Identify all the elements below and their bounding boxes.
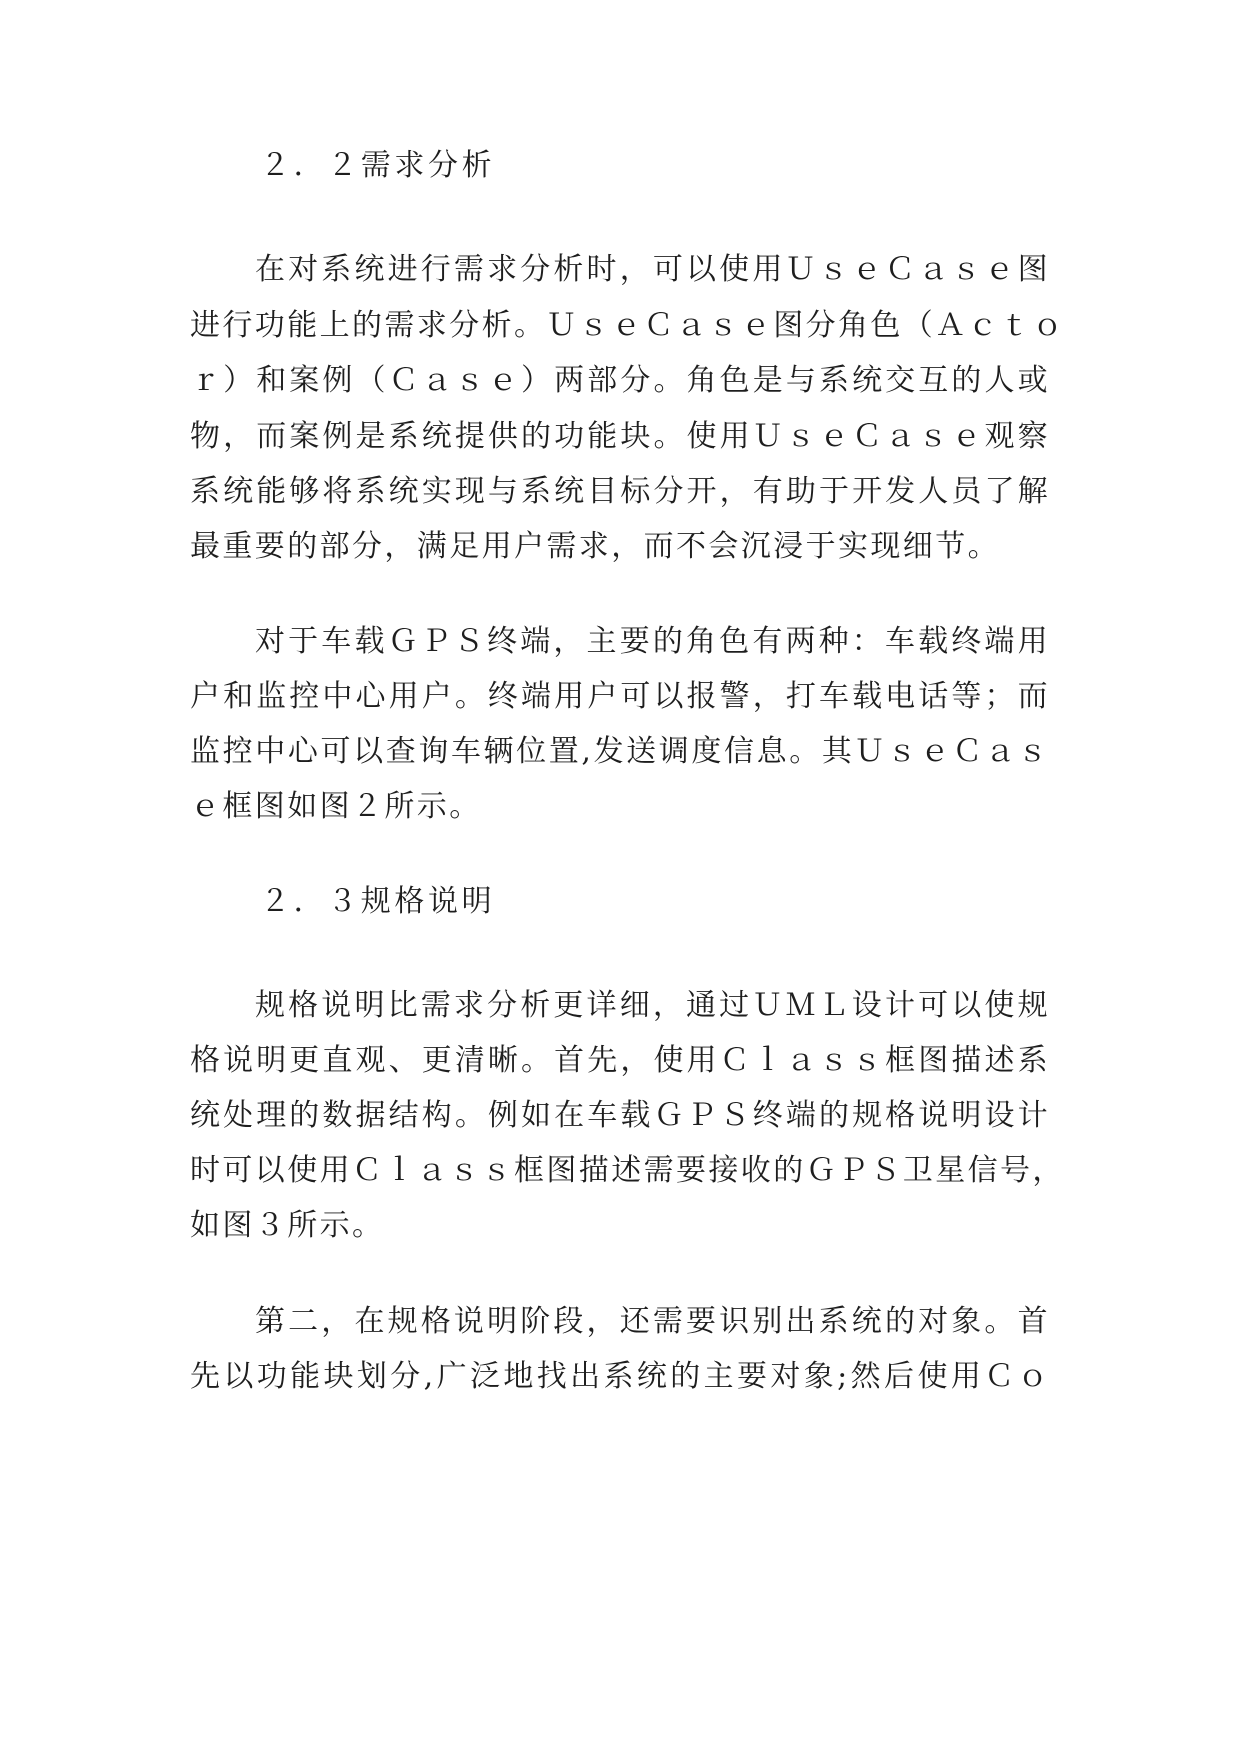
paragraph-line: 最重要的部分，满足用户需求，而不会沉浸于实现细节。 [190, 529, 1000, 564]
paragraph-line: 如图３所示。 [190, 1208, 385, 1243]
paragraph-line: 格说明更直观、更清晰。首先，使用Ｃｌａｓｓ框图描述系 [190, 1043, 1050, 1078]
paragraph-line: 对于车载ＧＰＳ终端，主要的角色有两种：车载终端用 [255, 624, 1050, 659]
paragraph-line: ｅ框图如图２所示。 [190, 789, 482, 824]
paragraph-line: 监控中心可以查询车辆位置,发送调度信息。其ＵｓｅＣａｓ [190, 734, 1050, 769]
paragraph-line: 户和监控中心用户。终端用户可以报警，打车载电话等；而 [190, 679, 1050, 714]
paragraph-line: 规格说明比需求分析更详细，通过ＵＭＬ设计可以使规 [255, 988, 1050, 1023]
paragraph-line: 第二，在规格说明阶段，还需要识别出系统的对象。首 [255, 1304, 1050, 1339]
paragraph-line: 时可以使用Ｃｌａｓｓ框图描述需要接收的ＧＰＳ卫星信号， [190, 1153, 1065, 1188]
paragraph-line: 先以功能块划分,广泛地找出系统的主要对象;然后使用Ｃｏ [190, 1359, 1050, 1394]
paragraph-line: 进行功能上的需求分析。ＵｓｅＣａｓｅ图分角色（Ａｃｔｏ [190, 308, 1065, 343]
paragraph-line: 系统能够将系统实现与系统目标分开，有助于开发人员了解 [190, 474, 1050, 509]
section-heading-2-2: ２．２需求分析 [260, 148, 496, 183]
paragraph-line: 统处理的数据结构。例如在车载ＧＰＳ终端的规格说明设计 [190, 1098, 1050, 1133]
paragraph-line: 物，而案例是系统提供的功能块。使用ＵｓｅＣａｓｅ观察 [190, 419, 1050, 454]
section-heading-2-3: ２．３规格说明 [260, 884, 496, 919]
paragraph-line: 在对系统进行需求分析时，可以使用ＵｓｅＣａｓｅ图 [255, 252, 1050, 287]
paragraph-line: ｒ）和案例（Ｃａｓｅ）两部分。角色是与系统交互的人或 [190, 363, 1050, 398]
